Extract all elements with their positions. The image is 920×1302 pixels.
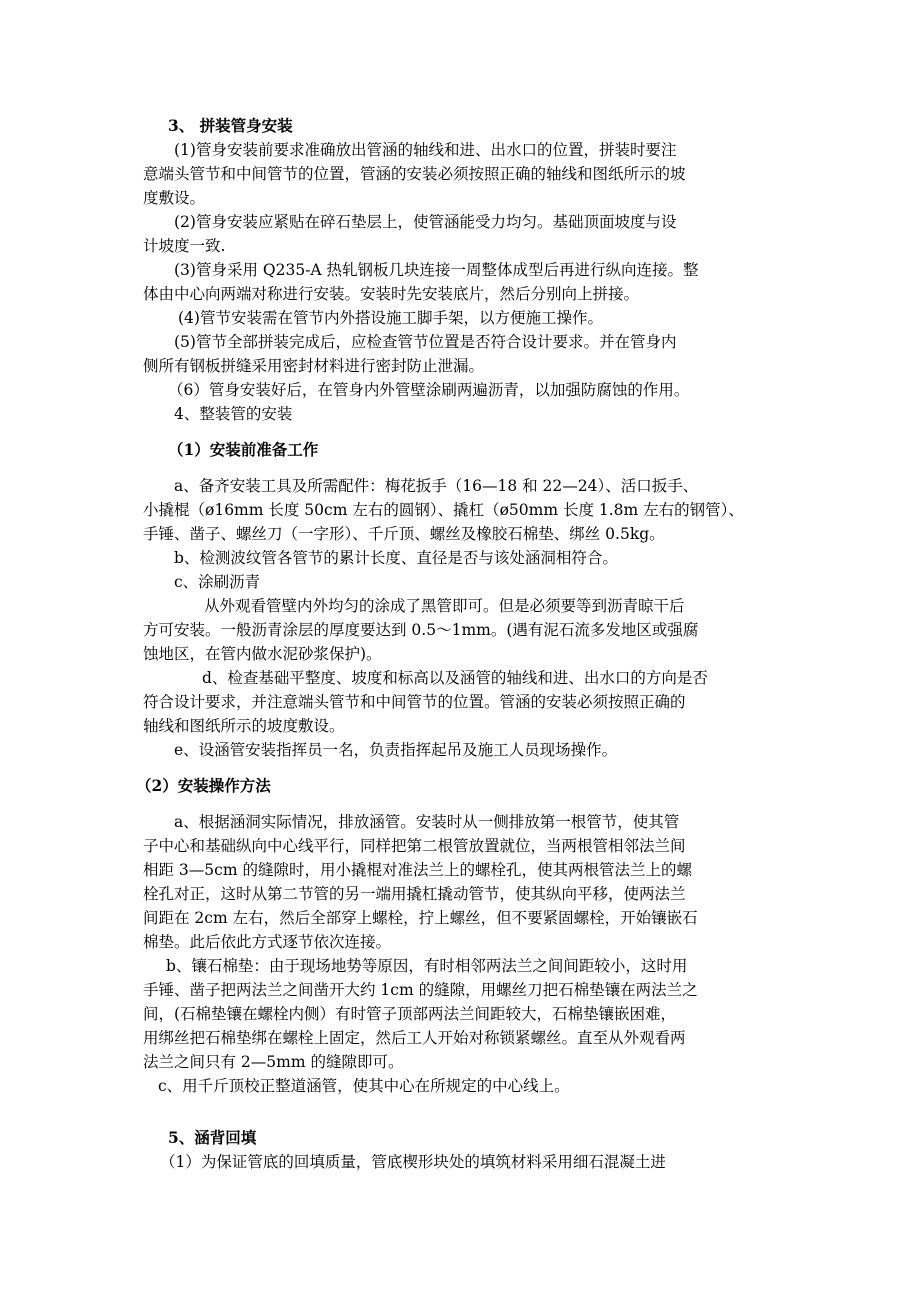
- paragraph-line: 计坡度一致.: [143, 237, 226, 255]
- paragraph-line: 栓孔对正，这时从第二节管的另一端用撬杠撬动管节，使其纵向平移，使两法兰: [143, 885, 686, 903]
- section-heading: 3、 拼装管身安装: [168, 116, 293, 135]
- section-heading: （1）安装前准备工作: [168, 440, 319, 459]
- paragraph-line: 从外观看管壁内外均匀的涂成了黑管即可。但是必须要等到沥青晾干后: [204, 597, 685, 615]
- paragraph-line: 轴线和图纸所示的坡度敷设。: [143, 717, 345, 735]
- paragraph-line: (3)管身采用 Q235-A 热轧钢板几块连接一周整体成型后再进行纵向连接。整: [174, 261, 699, 279]
- paragraph-line: (2)管身安装应紧贴在碎石垫层上，使管涵能受力均匀。基础顶面坡度与设: [174, 213, 677, 231]
- paragraph-line: 手锤、凿子、螺丝刀（一字形）、千斤顶、螺丝及橡胶石棉垫、绑丝 0.5kg。: [143, 525, 665, 543]
- paragraph-line: 棉垫。此后依此方式逐节依次连接。: [143, 933, 392, 951]
- paragraph-line: c、涂刷沥青: [174, 573, 261, 591]
- paragraph-line: 方可安装。一般沥青涂层的厚度要达到 0.5～1mm。(遇有泥石流多发地区或强腐: [143, 621, 699, 639]
- paragraph-line: 子中心和基础纵向中心线平行，同样把第二根管放置就位，当两根管相邻法兰间: [143, 837, 686, 855]
- paragraph-line: (4)管节安装需在管节内外搭设施工脚手架，以方便施工操作。: [178, 309, 603, 327]
- paragraph-line: 意端头管节和中间管节的位置，管涵的安装必须按照正确的轴线和图纸所示的坡: [143, 165, 686, 183]
- paragraph-line: 蚀地区，在管内做水泥砂浆保护)。: [143, 645, 382, 663]
- paragraph-line: b、检测波纹管各管节的累计长度、直径是否与该处涵洞相符合。: [174, 549, 618, 567]
- paragraph-line: 手锤、凿子把两法兰之间凿开大约 1cm 的缝隙，用螺丝刀把石棉垫镶在两法兰之: [143, 981, 698, 999]
- paragraph-line: e、设涵管安装指挥员一名，负责指挥起吊及施工人员现场操作。: [174, 741, 618, 759]
- paragraph-line: 4、整装管的安装: [174, 405, 293, 423]
- paragraph-line: （1）为保证管底的回填质量，管底楔形块处的填筑材料采用细石混凝土进: [160, 1153, 666, 1171]
- paragraph-line: a、根据涵洞实际情况，排放涵管。安装时从一侧排放第一根管节，使其管: [174, 813, 680, 831]
- paragraph-line: 小撬棍（ø16mm 长度 50cm 左右的圆钢）、撬杠（ø50mm 长度 1.8m 左右的钢管）、: [143, 501, 744, 519]
- paragraph-line: 间，(石棉垫镶在螺栓内侧）有时管子顶部两法兰间距较大，石棉垫镶嵌困难，: [143, 1005, 677, 1023]
- paragraph-line: 相距 3—5cm 的缝隙时，用小撬棍对准法兰上的螺栓孔，使其两根管法兰上的螺: [143, 861, 692, 879]
- paragraph-line: 用绑丝把石棉垫绑在螺栓上固定，然后工人开始对称锁紧螺丝。直至从外观看两: [143, 1029, 686, 1047]
- paragraph-line: （6）管身安装好后，在管身内外管壁涂刷两遍沥青，以加强防腐蚀的作用。: [168, 381, 690, 399]
- paragraph-line: c、用千斤顶校正整道涵管，使其中心在所规定的中心线上。: [158, 1077, 570, 1095]
- section-heading: 5、涵背回填: [168, 1128, 257, 1147]
- paragraph-line: 法兰之间只有 2—5mm 的缝隙即可。: [143, 1053, 404, 1071]
- paragraph-line: 符合设计要求，并注意端头管节和中间管节的位置。管涵的安装必须按照正确的: [143, 693, 686, 711]
- paragraph-line: 度敷设。: [143, 189, 206, 207]
- paragraph-line: (5)管节全部拼装完成后，应检查管节位置是否符合设计要求。并在管身内: [174, 333, 677, 351]
- section-heading: （2）安装操作方法: [136, 776, 271, 795]
- paragraph-line: 间距在 2cm 左右，然后全部穿上螺栓，拧上螺丝，但不要紧固螺栓，开始镶嵌石: [143, 909, 698, 927]
- paragraph-line: 侧所有钢板拼缝采用密封材料进行密封防止泄漏。: [143, 357, 485, 375]
- paragraph-line: b、镶石棉垫：由于现场地势等原因，有时相邻两法兰之间间距较小，这时用: [166, 957, 688, 975]
- paragraph-line: 体由中心向两端对称进行安装。安装时先安装底片，然后分别向上拼接。: [143, 285, 640, 303]
- paragraph-line: (1)管身安装前要求准确放出管涵的轴线和进、出水口的位置，拼装时要注: [174, 141, 677, 159]
- paragraph-line: d、检查基础平整度、坡度和标高以及涵管的轴线和进、出水口的方向是否: [202, 669, 708, 687]
- paragraph-line: a、备齐安装工具及所需配件：梅花扳手（16—18 和 22—24）、活口扳手、: [174, 477, 699, 495]
